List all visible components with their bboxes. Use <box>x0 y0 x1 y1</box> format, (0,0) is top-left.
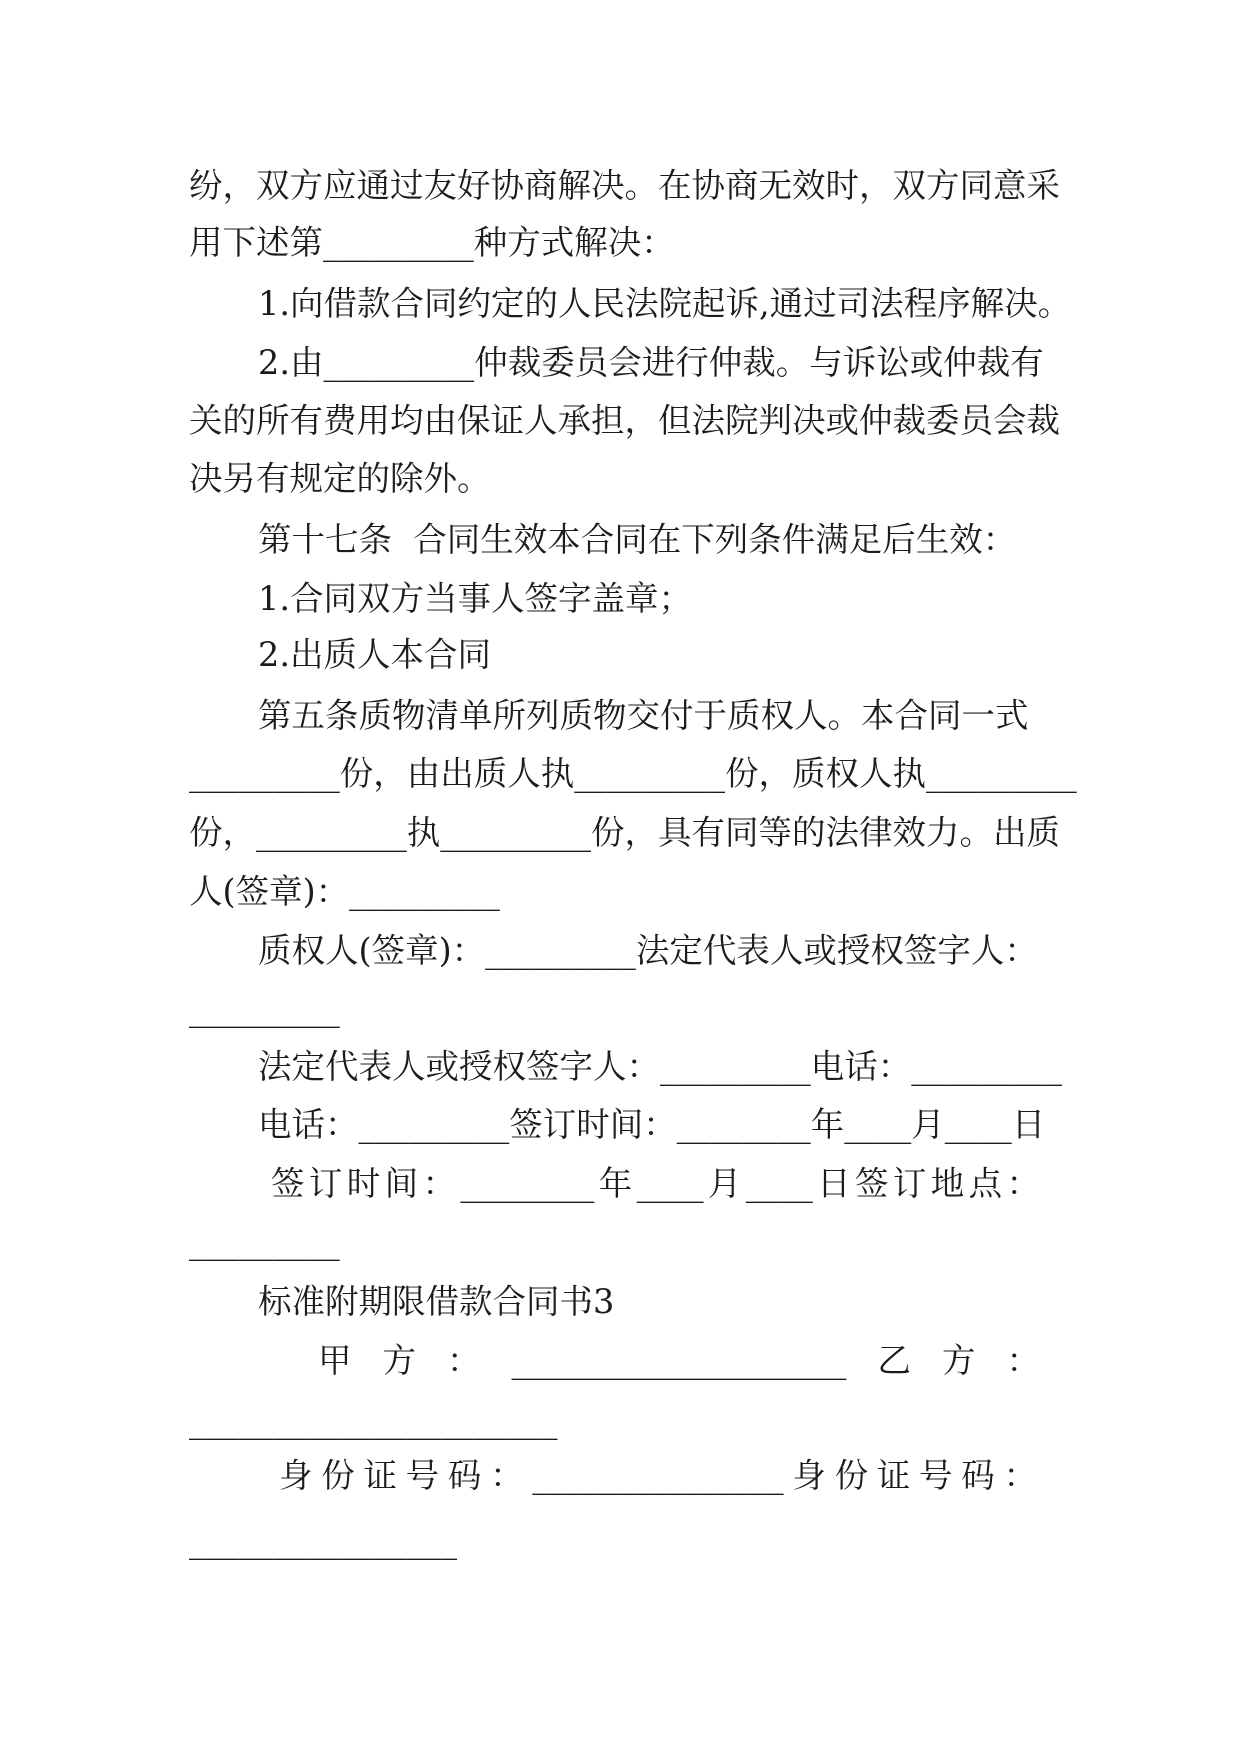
blank-fill-line: ______________________ <box>189 1401 558 1440</box>
blank-fill-line: _________ <box>189 1222 340 1261</box>
paragraph-line: 2.出质人本合同 <box>258 635 491 674</box>
paragraph-line: 1.向借款合同约定的人民法院起诉,通过司法程序解决。 <box>258 284 1072 323</box>
paragraph-line: 决另有规定的除外。 <box>189 459 491 498</box>
signature-line: 人(签章)：_________ <box>189 872 500 911</box>
signature-line: 法定代表人或授权签字人：_________电话：_________ <box>258 1047 1062 1086</box>
paragraph-line: 2.由_________仲裁委员会进行仲裁。与诉讼或仲裁有 <box>258 343 1044 382</box>
party-line: 甲方：____________________乙方： <box>318 1341 1040 1380</box>
signature-line: 质权人(签章)：_________法定代表人或授权签字人： <box>258 931 1038 970</box>
paragraph-line: 第五条质物清单所列质物交付于质权人。本合同一式 <box>258 696 1029 735</box>
paragraph-line: 关的所有费用均由保证人承担，但法院判决或仲裁委员会裁 <box>189 401 1060 440</box>
blank-fill-line: _________ <box>189 989 340 1028</box>
paragraph-line: _________份，由出质人执_________份，质权人执_________ <box>189 754 1077 793</box>
paragraph-line: 纷，双方应通过友好协商解决。在协商无效时，双方同意采 <box>189 166 1060 205</box>
section-title: 标准附期限借款合同书3 <box>258 1282 615 1321</box>
id-number-line: 身份证号码：_______________身份证号码： <box>279 1456 1037 1495</box>
paragraph-line: 份，_________执_________份，具有同等的法律效力。出质 <box>189 813 1060 852</box>
date-place-line: 签订时间：________年____月____日签订地点： <box>271 1164 1040 1203</box>
paragraph-line: 用下述第_________种方式解决： <box>189 223 675 262</box>
paragraph-line: 1.合同双方当事人签字盖章； <box>258 579 692 618</box>
date-line: 电话：_________签订时间：________年____月____日 <box>258 1105 1046 1144</box>
article-heading-line: 第十七条 合同生效本合同在下列条件满足后生效： <box>258 520 1017 559</box>
blank-fill-line: ________________ <box>189 1521 457 1560</box>
